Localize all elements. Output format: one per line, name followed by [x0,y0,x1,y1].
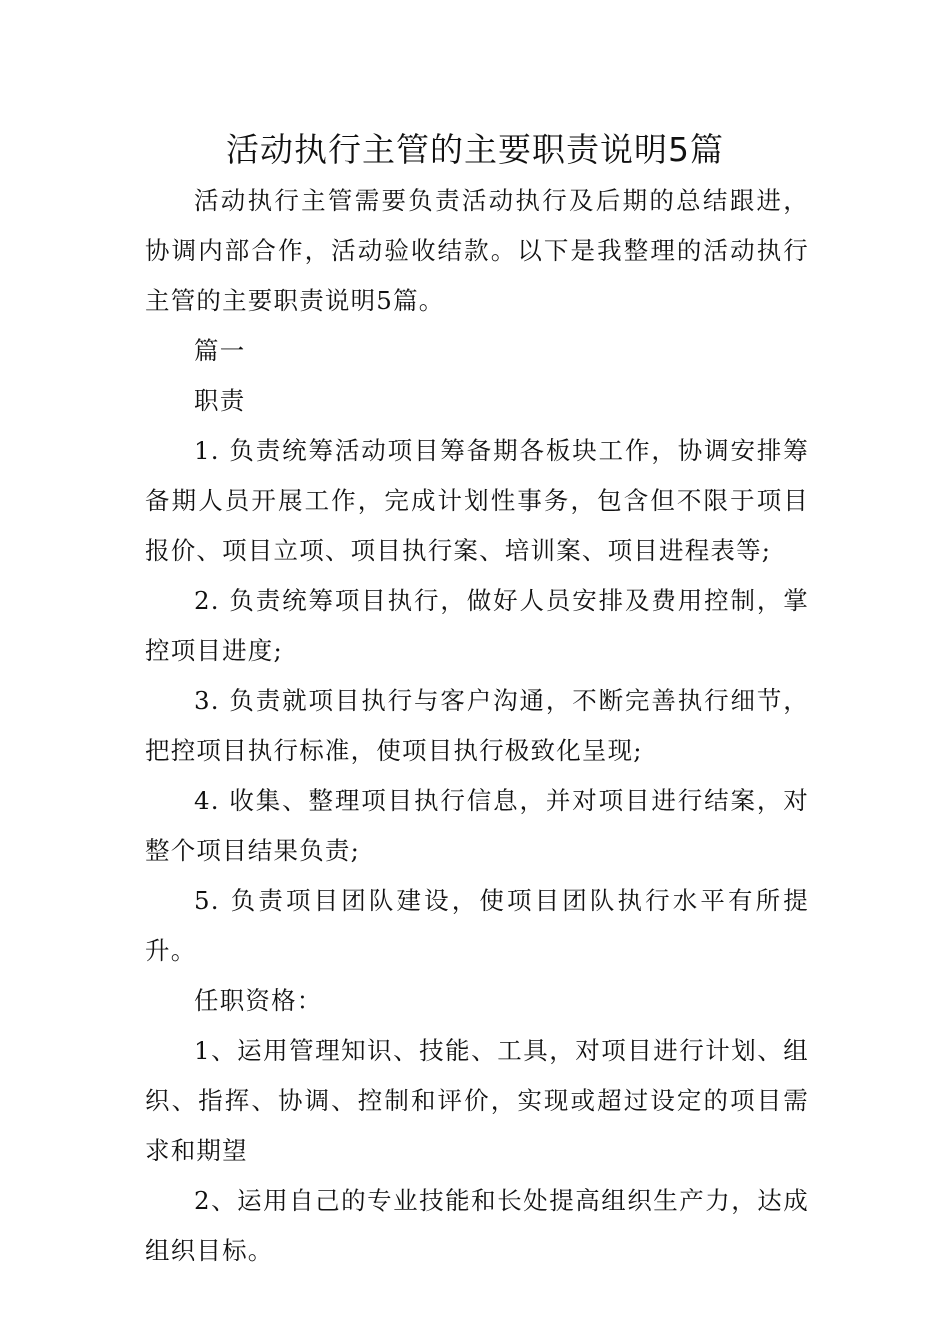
duty-item: 4. 收集、整理项目执行信息，并对项目进行结案，对整个项目结果负责; [145,786,809,865]
intro-paragraph: 活动执行主管需要负责活动执行及后期的总结跟进，协调内部合作，活动验收结款。以下是我整理的活动执行主管的主要职责说明5篇。 [145,186,809,315]
qualification-item: 1、运用管理知识、技能、工具，对项目进行计划、组织、指挥、协调、控制和评价，实现或超过设定的项目需求和期望 [145,1036,809,1165]
duty-item: 2. 负责统筹项目执行，做好人员安排及费用控制，掌控项目进度; [145,586,809,665]
duty-item: 1. 负责统筹活动项目筹备期各板块工作，协调安排筹备期人员开展工作，完成计划性事务，包含但不限于项目报价、项目立项、项目执行案、培训案、项目进程表等; [145,436,809,565]
subheading-duties: 职责 [194,386,246,415]
duty-item: 5. 负责项目团队建设，使项目团队执行水平有所提升。 [145,886,809,965]
subheading-qualifications: 任职资格： [194,986,323,1015]
qualification-item: 2、运用自己的专业技能和长处提高组织生产力，达成组织目标。 [145,1186,809,1265]
document-body [145,176,809,1276]
section-heading: 篇一 [194,336,246,365]
duty-item: 3. 负责就项目执行与客户沟通，不断完善执行细节，把控项目执行标准，使项目执行极致化呈现; [145,686,809,765]
document-title: 活动执行主管的主要职责说明5篇 [226,130,724,169]
